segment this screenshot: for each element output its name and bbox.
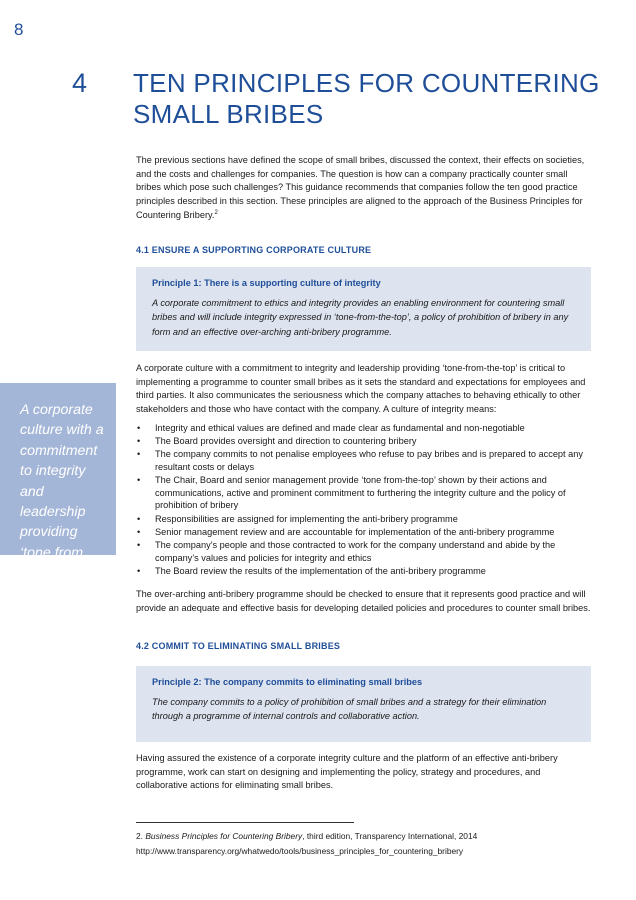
list-item: • Integrity and ethical values are defined and made clear as fundamental and non-negotiable xyxy=(136,422,591,435)
culture-paragraph: A corporate culture with a commitment to integrity and leadership providing ‘tone-from-the-top’ is critical to implementing a programme to counter small bribes as it sets the standard and expectations for employees and third parties. It also communicates the seriousness which the company attaches to behaving ethically to other stakeholders and those who have contact with the company. A culture of integrity means: xyxy=(136,363,586,415)
principle-1-title: Principle 1: There is a supporting culture of integrity xyxy=(152,278,381,288)
footnote-url[interactable]: http://www.transparency.org/whatwedo/tools/business_principles_for_countering_bribery xyxy=(136,845,464,856)
integrity-bullet-list xyxy=(136,422,591,578)
list-item: • The Board review the results of the implementation of the anti-bribery programme xyxy=(136,565,591,578)
intro-text: The previous sections have defined the scope of small bribes, discussed the context, their effects on societies, and the costs and challenges for companies. The question is how can a company practically counter small bribes which pose such challenges? This guidance recommends that companies follow the ten good practice principles described in this section. These principles are aligned to the approach of the Business Principles for Countering Bribery. xyxy=(136,155,585,220)
section-heading-4-2: 4.2 COMMIT TO ELIMINATING SMALL BRIBES xyxy=(136,641,341,651)
pull-quote-text: A corporate culture with a commitment to integrity and leadership providing ‘tone from the top’ is critical xyxy=(20,402,104,602)
list-item: • The Chair, Board and senior management provide ‘tone from-the-top’ shown by their actions and communications, active and prominent commitment to furthering the integrity culture and the policy of prohibition of bribery xyxy=(136,474,591,512)
sidebar-pull-quote xyxy=(0,383,116,602)
list-item: • Senior management review and are accountable for implementation of the anti-bribery programme xyxy=(136,526,591,539)
footnote-reference[interactable]: 2 xyxy=(214,209,218,216)
list-item: • The company’s people and those contracted to work for the company understand and abide by the company’s values and policies for integrity and ethics xyxy=(136,539,591,564)
intro-paragraph xyxy=(136,154,591,223)
footnote xyxy=(136,829,606,858)
principle-2-text: The company commits to a policy of prohibition of small bribes and a strategy for their elimination through a programme of internal controls and collaborative action. xyxy=(152,697,547,722)
footnote-number: 2. xyxy=(136,831,143,841)
principle-1-text: A corporate commitment to ethics and integrity provides an enabling environment for countering small bribes and will include integrity expressed in ‘tone-from-the-top’, a policy of prohibition of bribery in any form and an effective over-arching anti-bribery programme. xyxy=(152,298,569,337)
section-heading-4-1: 4.1 ENSURE A SUPPORTING CORPORATE CULTURE xyxy=(136,245,372,255)
chapter-title: TEN PRINCIPLES FOR COUNTERING SMALL BRIBES xyxy=(133,68,600,129)
footnote-citation xyxy=(136,829,606,844)
footnote-title: Business Principles for Countering Bribery xyxy=(145,831,303,841)
principle-1-box xyxy=(136,267,591,351)
list-item: • Responsibilities are assigned for implementing the anti-bribery programme xyxy=(136,513,591,526)
programme-check-paragraph: The over-arching anti-bribery programme should be checked to ensure that it represents good practice and will provide an adequate and effective basis for developing detailed policies and procedures to counter small bribes. xyxy=(136,589,591,613)
list-item: • The Board provides oversight and direction to countering bribery xyxy=(136,435,591,448)
principle-2-title: Principle 2: The company commits to eliminating small bribes xyxy=(152,677,423,687)
chapter-number: 4 xyxy=(72,68,88,98)
footnote-divider xyxy=(136,822,354,823)
principle-2-box xyxy=(136,666,591,742)
integrity-platform-paragraph: Having assured the existence of a corporate integrity culture and the platform of an effective anti-bribery programme, work can start on designing and implementing the policy, strategy and procedures, and collaborative actions for eliminating small bribes. xyxy=(136,753,558,791)
footnote-details: , third edition, Transparency International, 2014 xyxy=(302,831,478,841)
list-item: • The company commits to not penalise employees who refuse to pay bribes and is prepared to accept any resultant costs or delays xyxy=(136,448,591,473)
page-number: 8 xyxy=(14,20,24,39)
